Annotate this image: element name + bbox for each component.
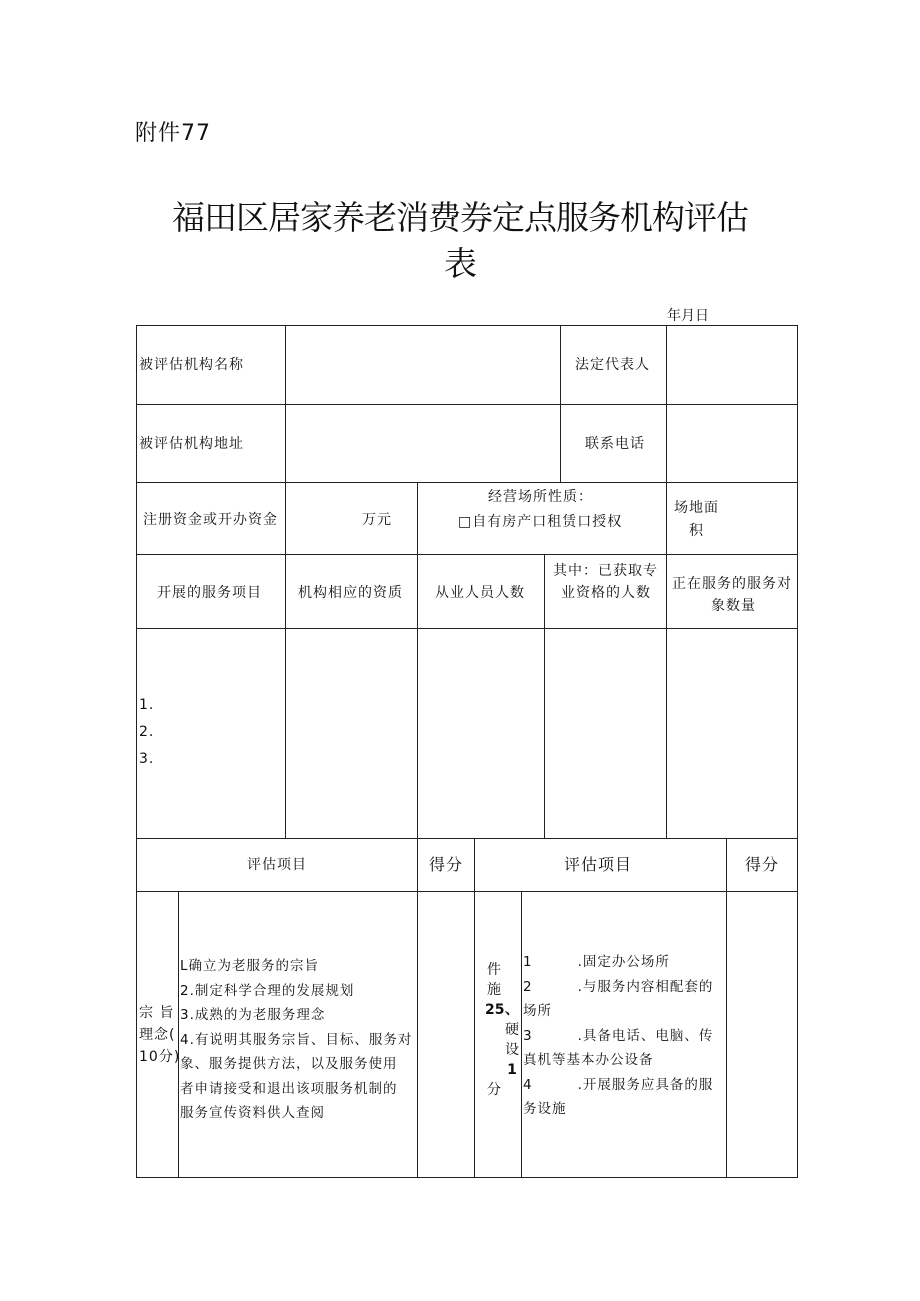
list-item: 1. [139, 697, 155, 713]
category-char: 硬 [505, 1022, 519, 1038]
category-mission-line3: 10分) [139, 1049, 181, 1065]
area-label-line1: 场地面 [674, 500, 719, 516]
list-item: 场所 [523, 1003, 552, 1019]
page-title-line1: 福田区居家养老消费券定点服务机构评估 [172, 198, 748, 237]
list-item: 3 .具备电话、电脑、传 [523, 1027, 714, 1044]
col-qualifications: 机构相应的资质 [298, 585, 403, 601]
col-clients-line1: 正在服务的服务对 [672, 576, 792, 592]
category-char: 施 [487, 982, 501, 998]
score-header-left: 得分 [429, 855, 464, 874]
eval-item-header-left: 评估项目 [247, 857, 307, 873]
col-qualified-staff-line1: 其中：已获取专 [553, 563, 658, 579]
category-mission-line1: 宗 旨 [139, 1005, 175, 1021]
list-item: L确立为老服务的宗旨 [180, 958, 320, 974]
category-facilities-col2 [503, 1000, 521, 1080]
capital-label: 注册资金或开办资金 [143, 512, 278, 528]
col-service-items: 开展的服务项目 [157, 585, 262, 601]
legal-rep-label: 法定代表人 [575, 357, 650, 373]
capital-unit: 万元 [362, 512, 392, 528]
phone-label: 联系电话 [585, 436, 645, 452]
date-field: 年月日 [667, 308, 709, 324]
facility-items [523, 950, 728, 1122]
mission-items [180, 954, 418, 1126]
category-char: 件 [487, 962, 501, 978]
service-list [139, 692, 154, 773]
attachment-number: 附件77 [135, 121, 211, 146]
area-label-line2: 积 [689, 523, 704, 539]
list-item: 4.有说明其服务宗旨、目标、服务对 [180, 1031, 413, 1048]
category-char: 、 [505, 1002, 519, 1018]
list-item: 服务宣传资料供人查阅 [180, 1105, 325, 1121]
list-item: 3. [139, 751, 155, 767]
eval-item-header-right: 评估项目 [564, 855, 633, 874]
col-staff-count: 从业人员人数 [435, 585, 525, 601]
list-item: 3.成熟的为老服务理念 [180, 1007, 326, 1023]
list-item: 1 .固定办公场所 [523, 954, 670, 970]
category-char: 25 [485, 1002, 505, 1018]
premises-options: □自有房产口租赁口授权 [458, 514, 623, 530]
list-item: 2. [139, 724, 155, 740]
list-item: 象、服务提供方法，以及服务使用 [180, 1056, 398, 1072]
category-char: 1 [507, 1062, 517, 1078]
list-item: 真机等基本办公设备 [523, 1052, 654, 1068]
category-mission-line2: 理念( [139, 1027, 176, 1043]
list-item: 2.制定科学合理的发展规划 [180, 982, 355, 999]
list-item: 2 .与服务内容相配套的 [523, 978, 714, 995]
list-item: 4 .开展服务应具备的服 [523, 1076, 714, 1093]
premises-nature-label: 经营场所性质： [488, 489, 593, 505]
score-header-right: 得分 [745, 855, 780, 874]
category-facilities-col1 [485, 960, 503, 1100]
org-address-label: 被评估机构地址 [139, 436, 244, 452]
list-item: 者申请接受和退出该项服务机制的 [180, 1080, 398, 1097]
col-qualified-staff-line2: 业资格的人数 [561, 585, 651, 601]
category-char: 设 [505, 1042, 519, 1058]
page-title-line2: 表 [444, 244, 476, 283]
col-clients-line2: 象数量 [711, 598, 756, 614]
category-char: 分 [487, 1082, 501, 1098]
list-item: 务设施 [523, 1101, 567, 1117]
org-name-label: 被评估机构名称 [139, 357, 244, 373]
